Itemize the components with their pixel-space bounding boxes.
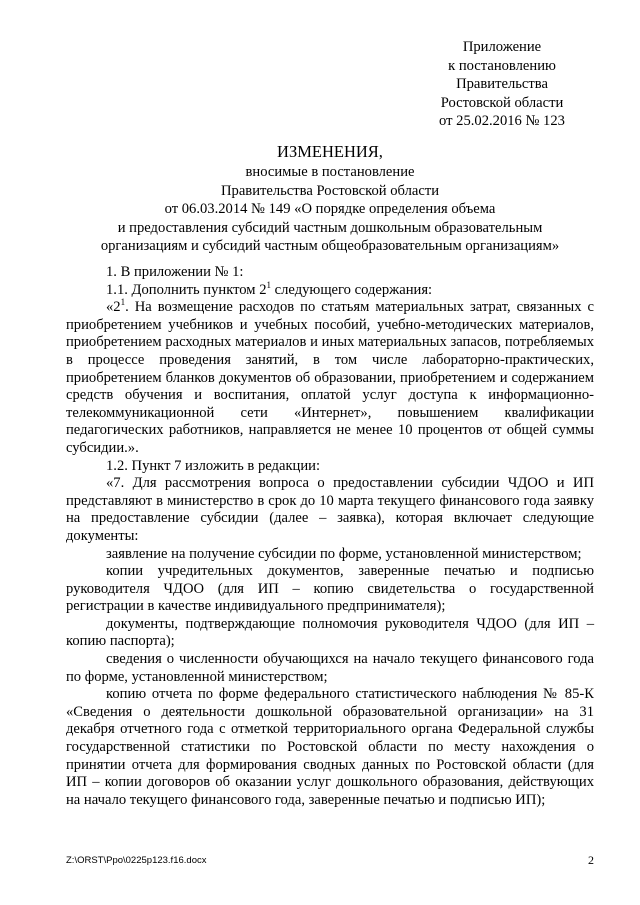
paragraph	[66, 299, 594, 457]
paragraph	[66, 279, 594, 300]
heading-line: организациям и субсидий частным общеобразовательным организациям»	[100, 238, 560, 254]
superscript: 1	[120, 297, 126, 308]
page-number: 2	[588, 853, 594, 867]
document-heading	[60, 142, 600, 256]
paragraph-text: 1.1. Дополнить пунктом 2	[106, 281, 267, 298]
paragraph: копию отчета по форме федерального статистического наблюдения № 85-К «Сведения о деятельности дошкольной образовательной организации» на 31 декабря отчетного года с отметкой территориального органа Федеральной службы государственной статистики по Ростовской области по месту нахождения о принятии отчета для формирования сводных данных по Ростовской области (для ИП – копии договоров об оказании услуг дошкольного образования, действующих на начало текущего финансового года, заверенные печатью и подписью ИП);	[66, 686, 594, 808]
paragraph: заявление на получение субсидии по форме, установленной министерством;	[106, 545, 582, 562]
annex-line: Приложение	[462, 39, 542, 55]
paragraph-text: «2	[106, 299, 121, 316]
paragraph: «7. Для рассмотрения вопроса о предоставлении субсидии ЧДОО и ИП представляют в министерство в срок до 10 марта текущего финансового года заявку на предоставление субсидии (далее – заявка), которая включает следующие документы:	[66, 475, 594, 544]
footer-file-path: Z:\ORST\Ppo\0225p123.f16.docx	[66, 855, 207, 866]
heading-line: и предоставления субсидий частным дошкольным образовательным	[117, 219, 543, 236]
document-title: ИЗМЕНЕНИЯ,	[277, 142, 383, 161]
superscript: 1	[266, 279, 271, 290]
paragraph-text: . На возмещение расходов по статьям материальных затрат, связанных с приобретением учебников и учебных пособий, учебно-методических материалов, приобретением расходных материалов и иных материальных запасов, потребляемых в процессе проведения занятий, в том числе лабораторно-практических, приобретением бланков документов об образовании, приобретением и содержанием средств обучения и воспитания, оплатой услуг доступа к информационно-телекоммуникационной сети «Интернет», повышением квалификации педагогических работников, направляется не менее 10 процентов от общей суммы субсидии.».	[66, 299, 594, 456]
annex-line: Ростовской области	[440, 94, 564, 111]
annex-line: Правительства	[456, 76, 548, 92]
heading-line: вносимые в постановление	[245, 164, 415, 180]
document-body	[66, 264, 594, 809]
paragraph: сведения о численности обучающихся на начало текущего финансового года по форме, установленной министерством;	[66, 651, 594, 685]
paragraph: 1.2. Пункт 7 изложить в редакции:	[106, 457, 321, 474]
paragraph: 1. В приложении № 1:	[106, 264, 244, 280]
paragraph: документы, подтверждающие полномочия руководителя ЧДОО (для ИП – копию паспорта);	[66, 615, 594, 650]
heading-line: от 06.03.2014 № 149 «О порядке определения объема	[164, 201, 496, 217]
heading-line: Правительства Ростовской области	[220, 182, 440, 199]
annex-block	[412, 38, 592, 131]
annex-line: от 25.02.2016 № 123	[439, 113, 565, 129]
paragraph-text: следующего содержания:	[271, 281, 433, 298]
annex-line: к постановлению	[448, 57, 556, 74]
paragraph: копии учредительных документов, заверенные печатью и подписью руководителя ЧДОО (для ИП – копию свидетельства о государственной регистрации в качестве индивидуального предпринимателя);	[66, 563, 594, 615]
